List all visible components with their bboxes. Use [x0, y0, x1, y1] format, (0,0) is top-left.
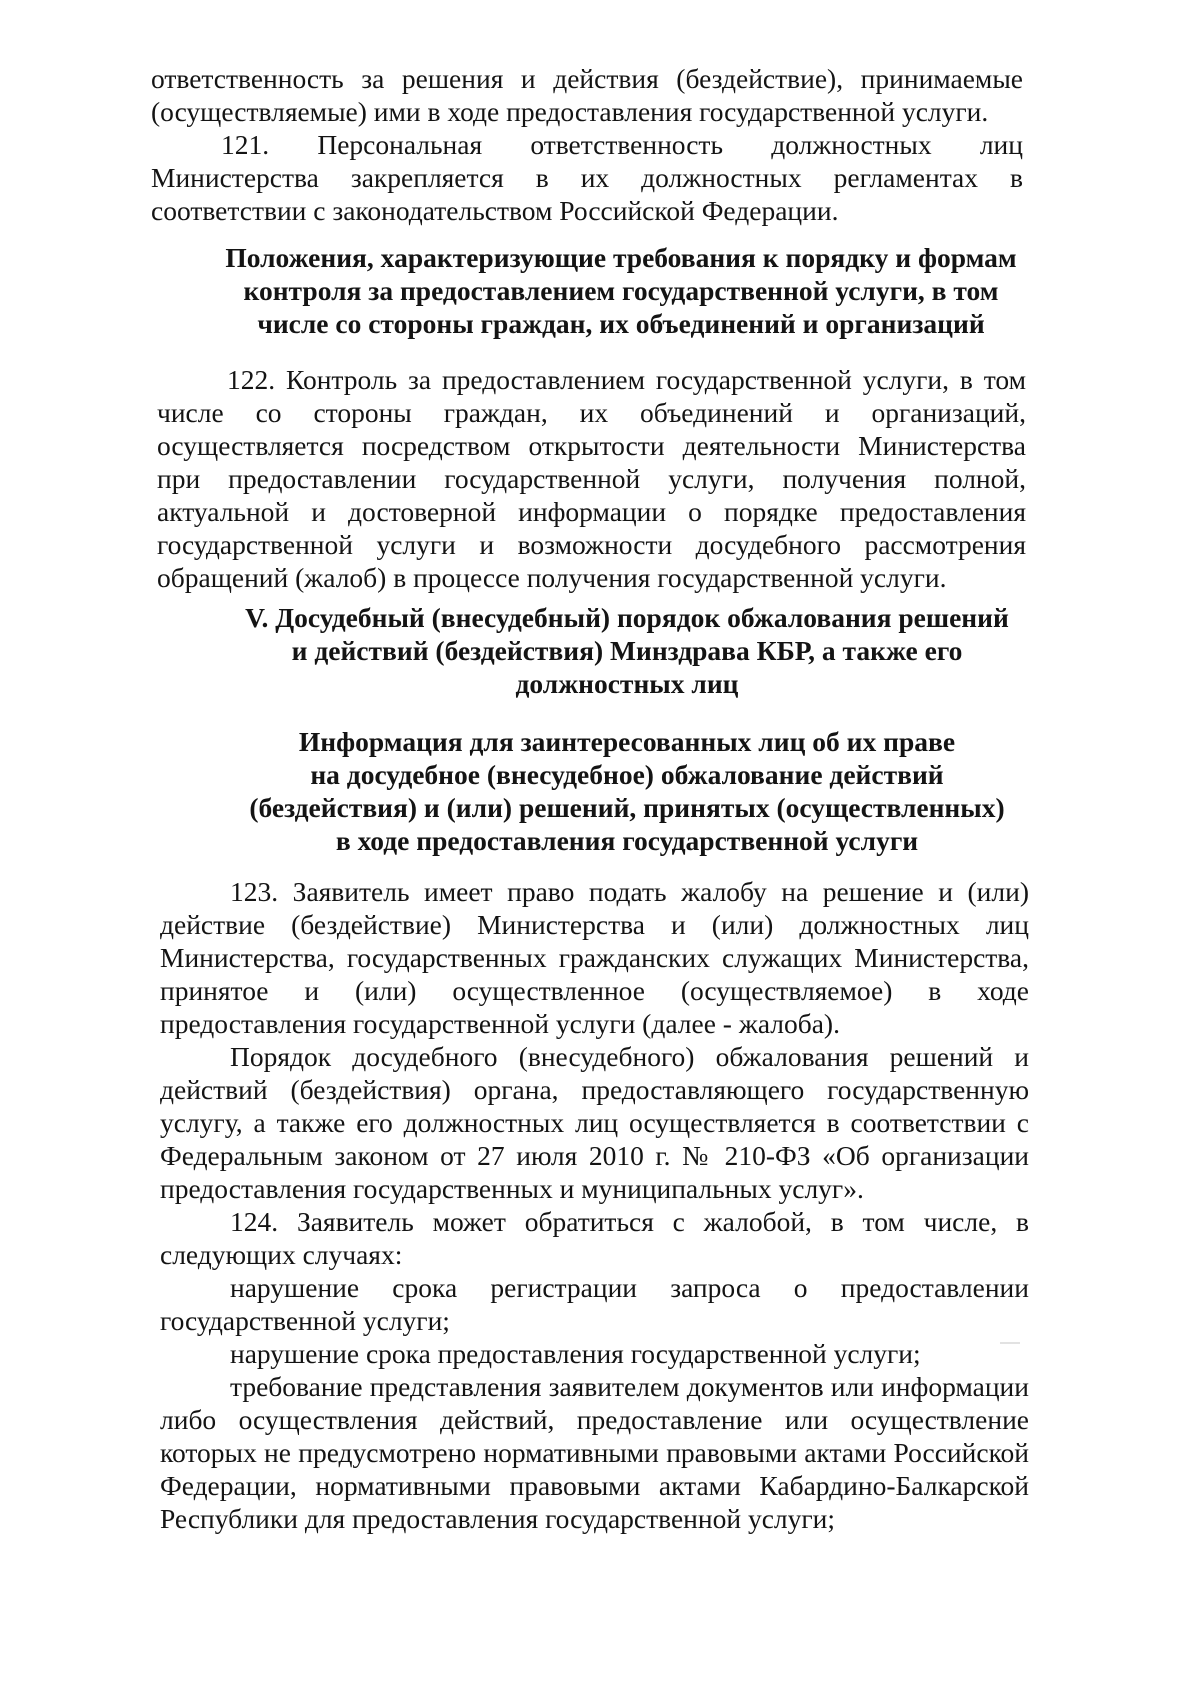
scan-smudge [1000, 1342, 1020, 1344]
paragraphs-123-124-block [160, 875, 1029, 1535]
paragraph-procedure: Порядок досудебного (внесудебного) обжалования решений и действий (бездействия) органа, предоставляющего государственную услугу, а также его должностных лиц осуществляется в соответствии с Федеральным законом от 27 июля 2010 г. № 210-ФЗ «Об организации предоставления государственных и муниципальных услуг». [160, 1041, 1029, 1204]
list-item: нарушение срока регистрации запроса о предоставлении государственной услуги; [160, 1272, 1029, 1336]
paragraph-121: 121. Персональная ответственность должностных лиц Министерства закрепляется в их должностных регламентах в соответствии с законодательством Российской Федерации. [151, 129, 1023, 226]
paragraph-124: 124. Заявитель может обратиться с жалобой, в том числе, в следующих случаях: [160, 1206, 1029, 1270]
paragraph-123: 123. Заявитель имеет право подать жалобу на решение и (или) действие (бездействие) Министерства и (или) должностных лиц Министерства, государственных гражданских служащих Министерства, принятое и (или) осуществленное (осуществляемое) в ходе предоставления государственной услуги (далее - жалоба). [160, 876, 1029, 1039]
continuation-paragraph: ответственность за решения и действия (бездействие), принимаемые (осуществляемые) ими в ходе предоставления государственной услуги. [151, 63, 1023, 127]
heading-line: контроля за предоставлением государственной услуги, в том [243, 275, 999, 306]
info-heading [157, 725, 1097, 857]
paragraph-122-block [157, 363, 1026, 594]
heading-line: и действий (бездействия) Минздрава КБР, а также его [291, 635, 963, 666]
heading-line: Положения, характеризующие требования к порядку и формам [225, 242, 1017, 273]
heading-line: в ходе предоставления государственной услуги [335, 825, 919, 856]
list-item: требование представления заявителем документов или информации либо осуществления действий, предоставление или осуществление которых не предусмотрено нормативными правовыми актами Российской Федерации, нормативными правовыми актами Кабардино-Балкарской Республики для предоставления государственной услуги; [160, 1371, 1029, 1534]
heading-line: Информация для заинтересованных лиц об их праве [298, 726, 956, 757]
heading-line: V. Досудебный (внесудебный) порядок обжалования решений [245, 602, 1009, 633]
heading-line: на досудебное (внесудебное) обжалование действий [310, 759, 944, 790]
control-requirements-heading [151, 241, 1091, 340]
heading-line: числе со стороны граждан, их объединений и организаций [257, 308, 985, 339]
section-v-heading [157, 601, 1097, 700]
intro-section [151, 62, 1023, 227]
paragraph-122: 122. Контроль за предоставлением государственной услуги, в том числе со стороны граждан, их объединений и организаций, осуществляется посредством открытости деятельности Министерства при предоставлении государственной услуги, получения полной, актуальной и достоверной информации о порядке предоставления государственной услуги и возможности досудебного рассмотрения обращений (жалоб) в процессе получения государственной услуги. [157, 364, 1026, 593]
heading-line: (бездействия) и (или) решений, принятых (осуществленных) [249, 792, 1005, 823]
list-item: нарушение срока предоставления государственной услуги; [230, 1338, 921, 1369]
heading-line: должностных лиц [515, 668, 739, 699]
